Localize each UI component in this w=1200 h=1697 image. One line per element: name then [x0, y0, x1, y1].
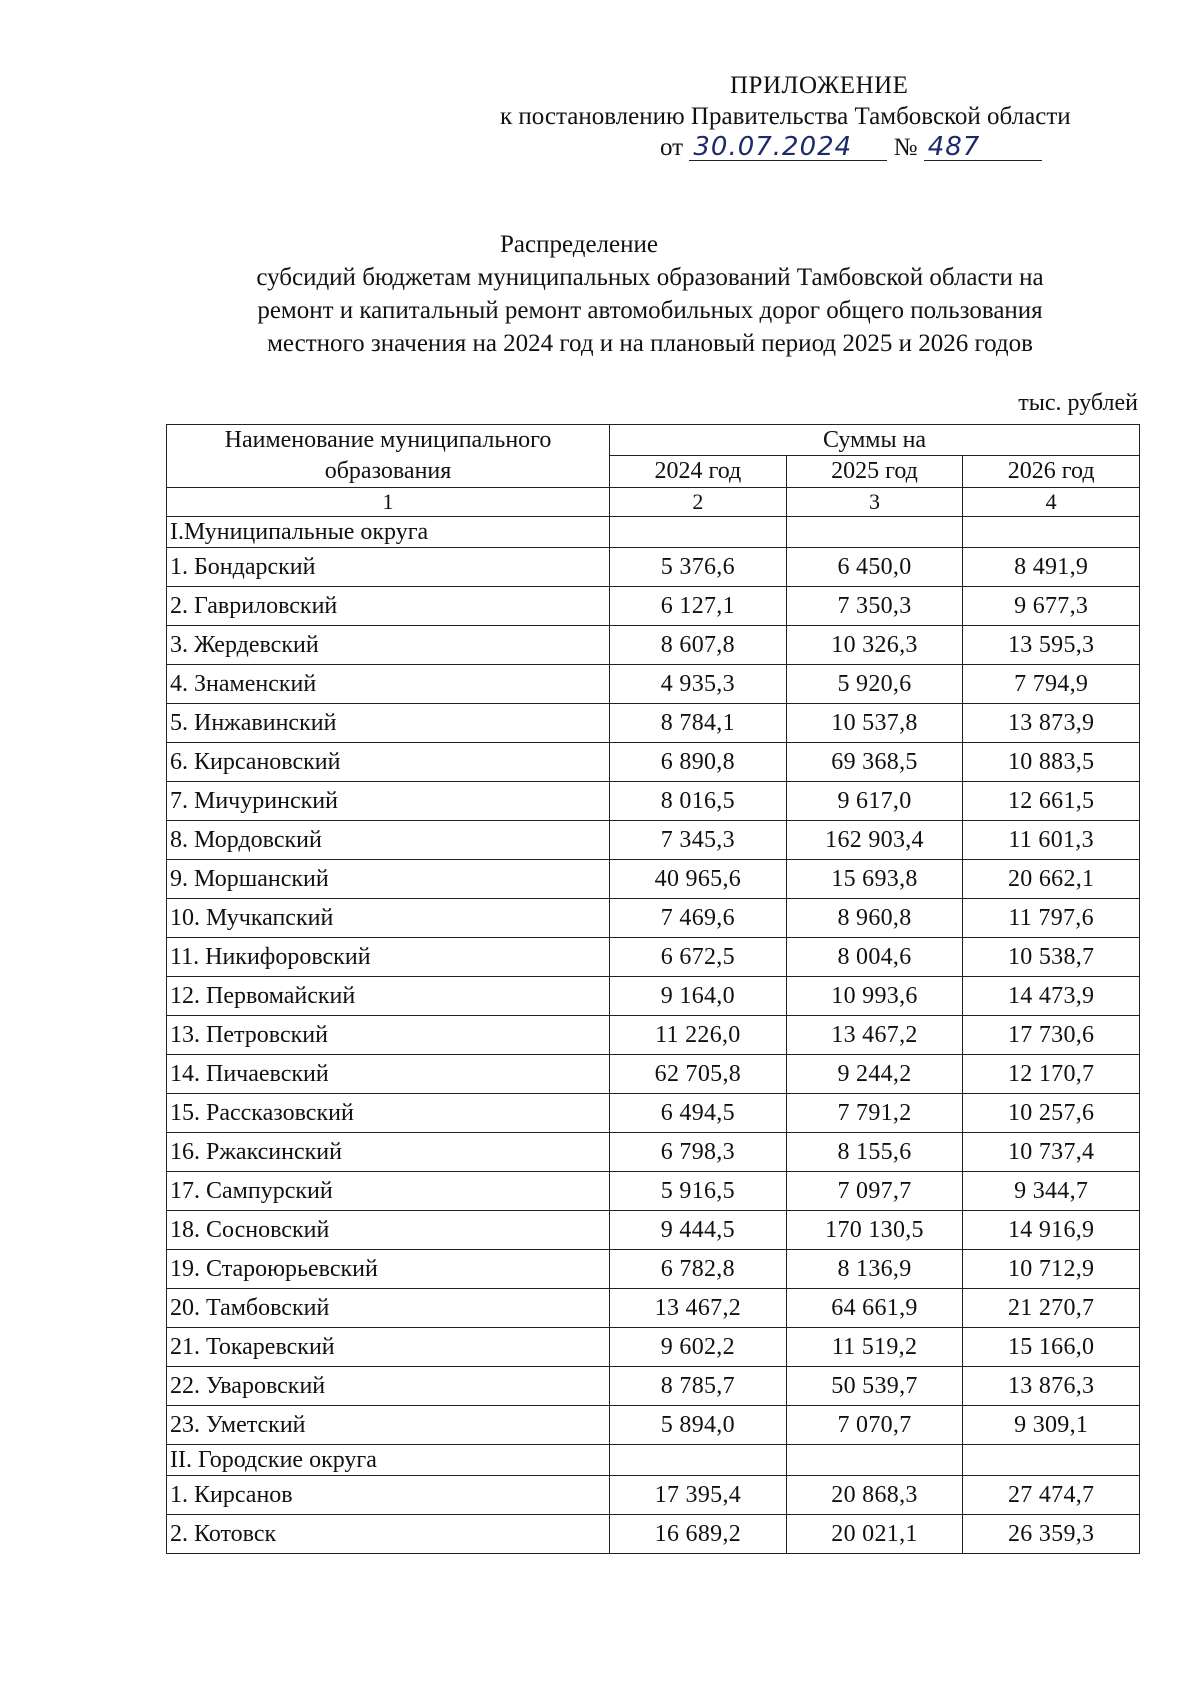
value-2026: 21 270,7: [963, 1289, 1140, 1328]
number-sign: №: [893, 134, 918, 161]
table-row: [167, 1406, 1140, 1445]
value-2024: 7 345,3: [610, 821, 787, 860]
value-2026: 9 309,1: [963, 1406, 1140, 1445]
column-number: 3: [786, 488, 963, 517]
value-2025: 9 244,2: [786, 1055, 963, 1094]
units-label: тыс. рублей: [1018, 390, 1138, 416]
value-2026: 12 170,7: [963, 1055, 1140, 1094]
table-row: [167, 938, 1140, 977]
appendix-block: [470, 70, 1150, 166]
table-row: [167, 1328, 1140, 1367]
municipality-name: 7. Мичуринский: [167, 782, 610, 821]
municipality-name: 14. Пичаевский: [167, 1055, 610, 1094]
value-2025: 8 004,6: [786, 938, 963, 977]
table-row: [167, 821, 1140, 860]
municipality-name: 20. Тамбовский: [167, 1289, 610, 1328]
municipality-name: 1. Бондарский: [167, 548, 610, 587]
column-number: 1: [167, 488, 610, 517]
table-row: [167, 665, 1140, 704]
municipality-name: 19. Староюрьевский: [167, 1250, 610, 1289]
table-row: [167, 626, 1140, 665]
value-2024: 8 784,1: [610, 704, 787, 743]
municipality-name: 11. Никифоровский: [167, 938, 610, 977]
document-subtitle-line-2: ремонт и капитальный ремонт автомобильных дорог общего пользования: [257, 297, 1043, 324]
header-year-2024: 2024 год: [610, 456, 787, 488]
decree-number: 487: [927, 132, 981, 162]
value-2024: 6 672,5: [610, 938, 787, 977]
municipality-name: 2. Гавриловский: [167, 587, 610, 626]
municipality-name: 10. Мучкапский: [167, 899, 610, 938]
municipality-name: 6. Кирсановский: [167, 743, 610, 782]
value-2026: 13 876,3: [963, 1367, 1140, 1406]
table-row: [167, 1476, 1140, 1515]
section-title: I.Муниципальные округа: [167, 517, 610, 548]
value-2025: 8 960,8: [786, 899, 963, 938]
value-2024: 6 494,5: [610, 1094, 787, 1133]
table-row: [167, 977, 1140, 1016]
header-year-2025: 2025 год: [786, 456, 963, 488]
value-2024: 6 890,8: [610, 743, 787, 782]
value-2026: 9 677,3: [963, 587, 1140, 626]
value-2024: 4 935,3: [610, 665, 787, 704]
value-2024: 62 705,8: [610, 1055, 787, 1094]
value-2026: 13 595,3: [963, 626, 1140, 665]
municipality-name: 23. Уметский: [167, 1406, 610, 1445]
municipality-name: 9. Моршанский: [167, 860, 610, 899]
value-2026: 10 538,7: [963, 938, 1140, 977]
value-2026: 10 712,9: [963, 1250, 1140, 1289]
value-2026: 10 257,6: [963, 1094, 1140, 1133]
value-2024: 17 395,4: [610, 1476, 787, 1515]
value-2024: 7 469,6: [610, 899, 787, 938]
table-row: [167, 743, 1140, 782]
value-2024: 6 798,3: [610, 1133, 787, 1172]
value-2024: 5 376,6: [610, 548, 787, 587]
municipality-name: 2. Котовск: [167, 1515, 610, 1554]
municipality-name: 3. Жердевский: [167, 626, 610, 665]
value-2026: 17 730,6: [963, 1016, 1140, 1055]
section-row: [167, 1445, 1140, 1476]
value-2024: 9 602,2: [610, 1328, 787, 1367]
value-2026: 26 359,3: [963, 1515, 1140, 1554]
value-2024: 40 965,6: [610, 860, 787, 899]
value-2024: 9 444,5: [610, 1211, 787, 1250]
section-title: II. Городские округа: [167, 1445, 610, 1476]
decree-date: 30.07.2024: [693, 132, 853, 162]
value-2025: 8 155,6: [786, 1133, 963, 1172]
header-name: Наименование муниципального образования: [167, 425, 610, 488]
header-sums: Суммы на: [610, 425, 1140, 456]
value-2025: 162 903,4: [786, 821, 963, 860]
value-2026: 10 883,5: [963, 743, 1140, 782]
section-row: [167, 517, 1140, 548]
municipality-name: 13. Петровский: [167, 1016, 610, 1055]
value-2024: 9 164,0: [610, 977, 787, 1016]
value-2024: 8 785,7: [610, 1367, 787, 1406]
value-2025: 64 661,9: [786, 1289, 963, 1328]
decree-date-line: [470, 132, 1150, 166]
document-title: Распределение: [500, 231, 658, 258]
value-2026: 8 491,9: [963, 548, 1140, 587]
municipality-name: 16. Ржаксинский: [167, 1133, 610, 1172]
value-2024: 6 782,8: [610, 1250, 787, 1289]
municipality-name: 8. Мордовский: [167, 821, 610, 860]
value-2025: 20 021,1: [786, 1515, 963, 1554]
value-2025: 7 070,7: [786, 1406, 963, 1445]
column-number: 2: [610, 488, 787, 517]
value-2025: 9 617,0: [786, 782, 963, 821]
value-2025: 69 368,5: [786, 743, 963, 782]
value-2026: 9 344,7: [963, 1172, 1140, 1211]
table-row: [167, 587, 1140, 626]
table-row: [167, 1250, 1140, 1289]
value-2026: 14 473,9: [963, 977, 1140, 1016]
table-row: [167, 1055, 1140, 1094]
table-row: [167, 704, 1140, 743]
document-subtitle-line-1: субсидий бюджетам муниципальных образований Тамбовской области на: [256, 264, 1044, 291]
value-2026: 11 797,6: [963, 899, 1140, 938]
table-row: [167, 1367, 1140, 1406]
value-2026: 7 794,9: [963, 665, 1140, 704]
value-2025: 15 693,8: [786, 860, 963, 899]
value-2024: 6 127,1: [610, 587, 787, 626]
value-2025: 11 519,2: [786, 1328, 963, 1367]
table-row: [167, 860, 1140, 899]
date-prefix: от: [660, 134, 684, 161]
value-2024: 5 894,0: [610, 1406, 787, 1445]
value-2025: 13 467,2: [786, 1016, 963, 1055]
municipality-name: 4. Знаменский: [167, 665, 610, 704]
value-2025: 5 920,6: [786, 665, 963, 704]
municipality-name: 15. Рассказовский: [167, 1094, 610, 1133]
municipality-name: 1. Кирсанов: [167, 1476, 610, 1515]
appendix-reference: к постановлению Правительства Тамбовской области: [500, 103, 1071, 130]
value-2025: 20 868,3: [786, 1476, 963, 1515]
subsidy-table: [166, 424, 1140, 1554]
value-2025: 10 326,3: [786, 626, 963, 665]
document-heading: [150, 228, 1150, 360]
value-2025: 170 130,5: [786, 1211, 963, 1250]
table-row: [167, 899, 1140, 938]
value-2024: 11 226,0: [610, 1016, 787, 1055]
municipality-name: 22. Уваровский: [167, 1367, 610, 1406]
table-row: [167, 1133, 1140, 1172]
value-2025: 7 791,2: [786, 1094, 963, 1133]
value-2025: 7 097,7: [786, 1172, 963, 1211]
decree-date-field: [689, 132, 887, 161]
value-2025: 50 539,7: [786, 1367, 963, 1406]
municipality-name: 18. Сосновский: [167, 1211, 610, 1250]
municipality-name: 12. Первомайский: [167, 977, 610, 1016]
value-2025: 6 450,0: [786, 548, 963, 587]
value-2026: 12 661,5: [963, 782, 1140, 821]
value-2024: 5 916,5: [610, 1172, 787, 1211]
table-row: [167, 1289, 1140, 1328]
value-2026: 10 737,4: [963, 1133, 1140, 1172]
value-2024: 8 016,5: [610, 782, 787, 821]
column-number: 4: [963, 488, 1140, 517]
table-row: [167, 1016, 1140, 1055]
value-2026: 20 662,1: [963, 860, 1140, 899]
value-2025: 10 537,8: [786, 704, 963, 743]
value-2025: 10 993,6: [786, 977, 963, 1016]
value-2026: 14 916,9: [963, 1211, 1140, 1250]
value-2025: 8 136,9: [786, 1250, 963, 1289]
municipality-name: 21. Токаревский: [167, 1328, 610, 1367]
decree-number-field: [924, 132, 1042, 161]
value-2026: 11 601,3: [963, 821, 1140, 860]
table-body: [167, 517, 1140, 1554]
value-2025: 7 350,3: [786, 587, 963, 626]
value-2024: 13 467,2: [610, 1289, 787, 1328]
value-2026: 13 873,9: [963, 704, 1140, 743]
table-row: [167, 548, 1140, 587]
municipality-name: 5. Инжавинский: [167, 704, 610, 743]
value-2024: 8 607,8: [610, 626, 787, 665]
table-row: [167, 1211, 1140, 1250]
value-2026: 15 166,0: [963, 1328, 1140, 1367]
value-2026: 27 474,7: [963, 1476, 1140, 1515]
municipality-name: 17. Сампурский: [167, 1172, 610, 1211]
column-number-row: [167, 488, 1140, 517]
value-2024: 16 689,2: [610, 1515, 787, 1554]
header-year-2026: 2026 год: [963, 456, 1140, 488]
table-row: [167, 1172, 1140, 1211]
table-row: [167, 1094, 1140, 1133]
table-row: [167, 782, 1140, 821]
table-row: [167, 1515, 1140, 1554]
appendix-title: ПРИЛОЖЕНИЕ: [730, 72, 909, 99]
document-subtitle-line-3: местного значения на 2024 год и на плановый период 2025 и 2026 годов: [267, 330, 1033, 357]
